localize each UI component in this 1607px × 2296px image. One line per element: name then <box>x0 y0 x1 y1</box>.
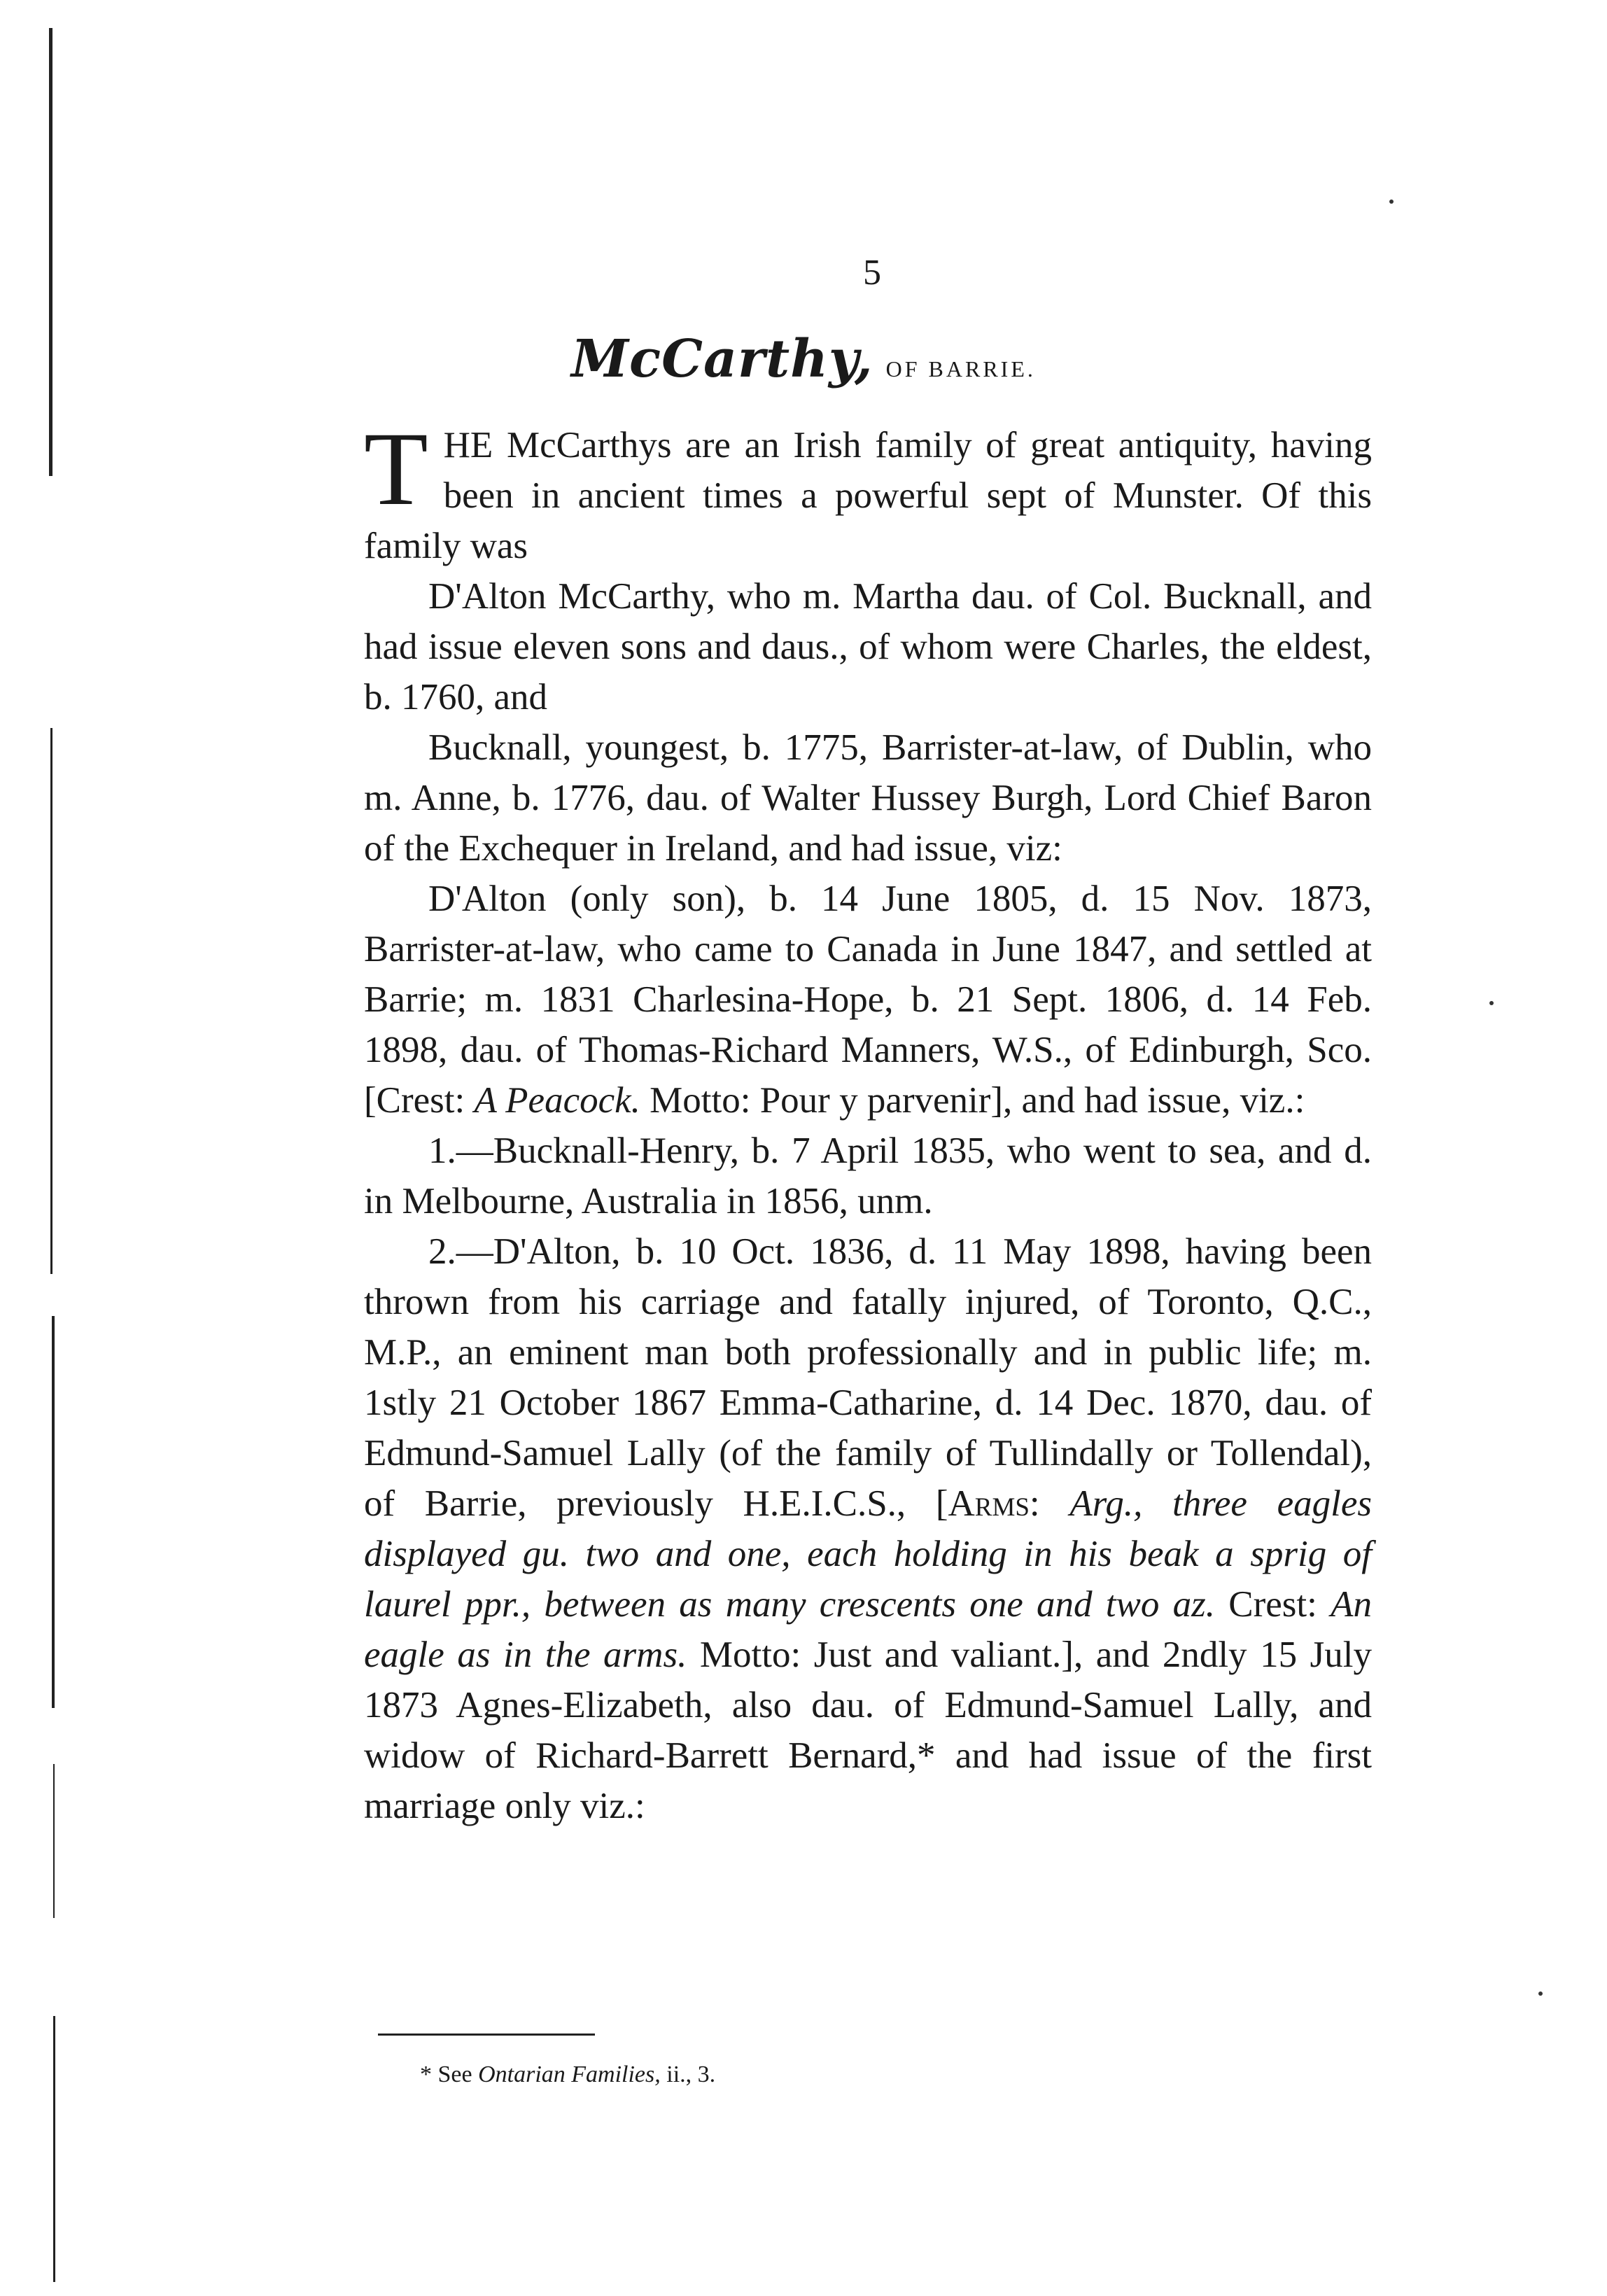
footnote-rule <box>378 2033 595 2036</box>
paragraph <box>364 571 1372 722</box>
paragraph-text: HE McCarthys are an Irish family of great antiquity, having been in ancient times a powerful sept of Munster. Of this family was <box>364 425 1372 566</box>
body-text <box>364 411 1372 1831</box>
paragraph-text: 2.—D'Alton, b. 10 Oct. 1836, d. 11 May 1898, having been thrown from his carriage and fatally injured, of Toronto, Q.C., M.P., an eminent man both professionally and in public life; m. 1stly 21 October 1867 Emma-Catharine, d. 14 Dec. 1870, dau. of Edmund-Samuel Lally (of the family of Tullindally or Tollendal), of Barrie, previously H.E.I.C.S., [ <box>364 1231 1372 1524</box>
paragraph-text: Bucknall, youngest, b. 1775, Barrister-at-law, of Dublin, who m. Anne, b. 1776, dau. of Walter Hussey Burgh, Lord Chief Baron of the Exchequer in Ireland, and had issue, viz: <box>364 727 1372 869</box>
scan-speck <box>1489 1001 1494 1005</box>
crest-text: An eagle as in the arms. <box>364 1584 1372 1675</box>
scan-speck <box>1538 1991 1543 1996</box>
arms-label: Arms <box>948 1483 1030 1524</box>
page-number: 5 <box>863 253 881 293</box>
scan-edge-line <box>53 2016 55 2282</box>
scan-edge-line <box>52 1316 55 1708</box>
paragraph-text: 1.—Bucknall-Henry, b. 7 April 1835, who went to sea, and d. in Melbourne, Australia in 1856, unm. <box>364 1130 1372 1222</box>
paragraph-text: Motto: Just and valiant.], and 2ndly 15 July 1873 Agnes-Elizabeth, also dau. of Edmund-Samuel Lally, and widow of Richard-Barrett Bernard,* and had issue of the first marriage only viz.: <box>364 1634 1372 1826</box>
footnote <box>420 2062 715 2088</box>
scan-edge-line <box>53 1764 55 1918</box>
paragraph <box>364 874 1372 1126</box>
paragraph-text: D'Alton (only son), b. 14 June 1805, d. 15 Nov. 1873, Barrister-at-law, who came to Canada in June 1847, and settled at Barrie; m. 1831 Charlesina-Hope, b. 21 Sept. 1806, d. 14 Feb. 1898, dau. of Thomas-Richard Manners, W.S., of Edinburgh, Sco. [Crest: <box>364 878 1372 1121</box>
paragraph-intro <box>364 411 1372 571</box>
scan-edge-line <box>49 28 52 476</box>
paragraph <box>364 1126 1372 1226</box>
family-subtitle: OF BARRIE. <box>885 356 1036 382</box>
family-title: McCarthy, <box>571 329 873 389</box>
drop-cap: T <box>364 411 428 527</box>
arms-colon: : <box>1029 1483 1070 1524</box>
paragraph-text: D'Alton McCarthy, who m. Martha dau. of Col. Bucknall, and had issue eleven sons and daus., of whom were Charles, the eldest, b. 1760, and <box>364 576 1372 718</box>
paragraph <box>364 1226 1372 1831</box>
crest-label: Crest: <box>1215 1584 1331 1625</box>
crest-text: A Peacock. <box>474 1080 640 1121</box>
footnote-ref: ii., 3. <box>666 2062 716 2087</box>
scan-speck <box>1389 200 1394 204</box>
footnote-prefix: * See <box>420 2062 472 2087</box>
arms-text: Arg., three eagles displayed gu. two and one, each holding in his beak a sprig of laurel ppr., between as many crescents one and two az. <box>364 1483 1372 1625</box>
paragraph <box>364 722 1372 874</box>
footnote-title: Ontarian Families, <box>478 2062 661 2087</box>
paragraph-text: Motto: Pour y parvenir], and had issue, viz.: <box>650 1080 1305 1121</box>
scan-edge-line <box>50 728 52 1274</box>
section-heading <box>0 329 1607 389</box>
